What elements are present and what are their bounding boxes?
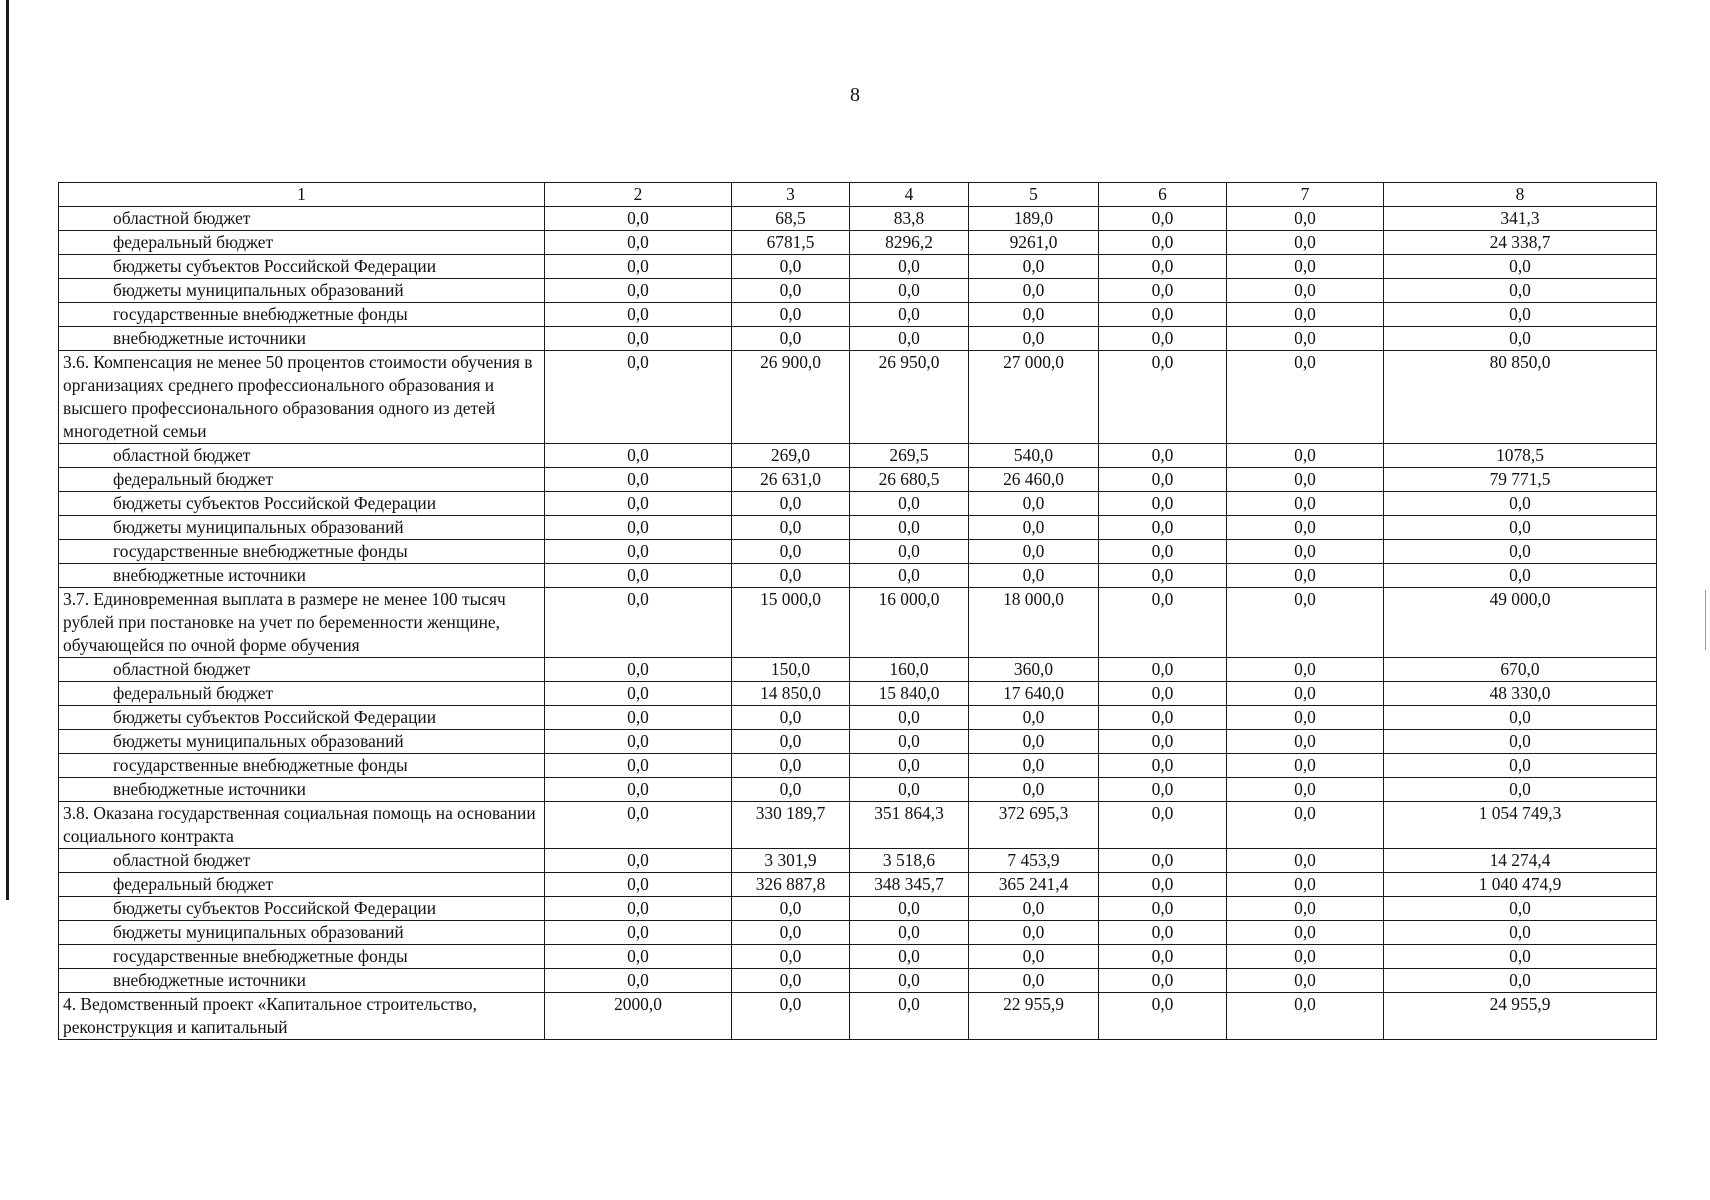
amount-cell: 0,0 [850, 303, 969, 327]
column-number: 8 [1384, 183, 1657, 207]
amount-cell: 0,0 [1099, 564, 1227, 588]
funding-source-label: федеральный бюджет [59, 231, 545, 255]
measure-row [59, 351, 1657, 444]
amount-cell: 0,0 [1227, 754, 1384, 778]
amount-cell: 0,0 [1227, 969, 1384, 993]
amount-cell: 0,0 [850, 921, 969, 945]
amount-cell: 0,0 [1384, 564, 1657, 588]
amount-cell: 49 000,0 [1384, 588, 1657, 658]
amount-cell: 1 040 474,9 [1384, 873, 1657, 897]
amount-cell: 0,0 [1227, 231, 1384, 255]
amount-cell: 0,0 [1099, 468, 1227, 492]
amount-cell: 160,0 [850, 658, 969, 682]
amount-cell: 0,0 [1099, 588, 1227, 658]
amount-cell: 0,0 [1099, 969, 1227, 993]
amount-cell: 0,0 [545, 588, 732, 658]
scan-right-mark [1705, 590, 1706, 650]
amount-cell: 18 000,0 [969, 588, 1099, 658]
funding-source-label: внебюджетные источники [59, 778, 545, 802]
amount-cell: 1 054 749,3 [1384, 802, 1657, 849]
amount-cell: 0,0 [1227, 873, 1384, 897]
amount-cell: 0,0 [545, 897, 732, 921]
amount-cell: 0,0 [732, 279, 850, 303]
amount-cell: 26 900,0 [732, 351, 850, 444]
amount-cell: 0,0 [1227, 492, 1384, 516]
amount-cell: 0,0 [1384, 754, 1657, 778]
funding-source-label: областной бюджет [59, 658, 545, 682]
amount-cell: 0,0 [1099, 921, 1227, 945]
amount-cell: 0,0 [1099, 682, 1227, 706]
table-body [59, 183, 1657, 1040]
amount-cell: 0,0 [545, 921, 732, 945]
funding-source-label: бюджеты муниципальных образований [59, 921, 545, 945]
amount-cell: 0,0 [1227, 897, 1384, 921]
budget-source-row [59, 945, 1657, 969]
column-number: 5 [969, 183, 1099, 207]
amount-cell: 17 640,0 [969, 682, 1099, 706]
amount-cell: 14 274,4 [1384, 849, 1657, 873]
amount-cell: 326 887,8 [732, 873, 850, 897]
amount-cell: 1078,5 [1384, 444, 1657, 468]
amount-cell: 0,0 [732, 255, 850, 279]
amount-cell: 0,0 [732, 492, 850, 516]
amount-cell: 372 695,3 [969, 802, 1099, 849]
amount-cell: 0,0 [850, 730, 969, 754]
amount-cell: 15 840,0 [850, 682, 969, 706]
amount-cell: 0,0 [1099, 540, 1227, 564]
amount-cell: 0,0 [1099, 207, 1227, 231]
amount-cell: 0,0 [1384, 730, 1657, 754]
amount-cell: 0,0 [850, 540, 969, 564]
funding-source-label: областной бюджет [59, 207, 545, 231]
amount-cell: 0,0 [732, 921, 850, 945]
amount-cell: 0,0 [1384, 255, 1657, 279]
amount-cell: 15 000,0 [732, 588, 850, 658]
measure-row [59, 588, 1657, 658]
amount-cell: 0,0 [732, 564, 850, 588]
amount-cell: 0,0 [1227, 730, 1384, 754]
amount-cell: 0,0 [1227, 516, 1384, 540]
amount-cell: 0,0 [732, 730, 850, 754]
funding-source-label: бюджеты муниципальных образований [59, 516, 545, 540]
amount-cell: 0,0 [1384, 778, 1657, 802]
column-number: 6 [1099, 183, 1227, 207]
funding-source-label: государственные внебюджетные фонды [59, 540, 545, 564]
amount-cell: 0,0 [1227, 564, 1384, 588]
amount-cell: 0,0 [732, 706, 850, 730]
column-number: 2 [545, 183, 732, 207]
amount-cell: 0,0 [1227, 658, 1384, 682]
budget-source-row [59, 682, 1657, 706]
amount-cell: 0,0 [1099, 255, 1227, 279]
amount-cell: 0,0 [732, 303, 850, 327]
amount-cell: 0,0 [850, 327, 969, 351]
measure-row [59, 993, 1657, 1040]
amount-cell: 6781,5 [732, 231, 850, 255]
amount-cell: 0,0 [545, 303, 732, 327]
amount-cell: 0,0 [732, 993, 850, 1040]
amount-cell: 0,0 [1099, 516, 1227, 540]
measure-title: 3.6. Компенсация не менее 50 процентов стоимости обучения в организациях среднего профессионального образования и высшего профессионального образования одного из детей многодетной семьи [59, 351, 545, 444]
budget-source-row [59, 754, 1657, 778]
amount-cell: 348 345,7 [850, 873, 969, 897]
amount-cell: 0,0 [969, 255, 1099, 279]
amount-cell: 0,0 [545, 327, 732, 351]
amount-cell: 27 000,0 [969, 351, 1099, 444]
amount-cell: 0,0 [1099, 730, 1227, 754]
amount-cell: 0,0 [1384, 303, 1657, 327]
amount-cell: 0,0 [1227, 588, 1384, 658]
amount-cell: 0,0 [850, 492, 969, 516]
amount-cell: 0,0 [1099, 279, 1227, 303]
budget-source-row [59, 897, 1657, 921]
amount-cell: 0,0 [545, 279, 732, 303]
amount-cell: 0,0 [1099, 706, 1227, 730]
budget-source-row [59, 303, 1657, 327]
amount-cell: 0,0 [545, 873, 732, 897]
amount-cell: 0,0 [969, 921, 1099, 945]
amount-cell: 0,0 [545, 778, 732, 802]
budget-source-row [59, 969, 1657, 993]
amount-cell: 0,0 [545, 730, 732, 754]
amount-cell: 0,0 [969, 969, 1099, 993]
funding-source-label: бюджеты субъектов Российской Федерации [59, 706, 545, 730]
amount-cell: 0,0 [1099, 778, 1227, 802]
amount-cell: 0,0 [732, 540, 850, 564]
amount-cell: 330 189,7 [732, 802, 850, 849]
amount-cell: 0,0 [969, 540, 1099, 564]
budget-source-row [59, 327, 1657, 351]
funding-source-label: бюджеты муниципальных образований [59, 730, 545, 754]
amount-cell: 0,0 [545, 658, 732, 682]
funding-source-label: федеральный бюджет [59, 682, 545, 706]
amount-cell: 0,0 [969, 303, 1099, 327]
measure-title: 3.7. Единовременная выплата в размере не менее 100 тысяч рублей при постановке на учет по беременности женщине, обучающейся по очной форме обучения [59, 588, 545, 658]
amount-cell: 0,0 [732, 778, 850, 802]
budget-source-row [59, 540, 1657, 564]
amount-cell: 0,0 [545, 468, 732, 492]
amount-cell: 0,0 [850, 279, 969, 303]
amount-cell: 0,0 [1227, 351, 1384, 444]
amount-cell: 0,0 [1227, 444, 1384, 468]
amount-cell: 0,0 [732, 327, 850, 351]
budget-table [58, 182, 1657, 1040]
budget-source-row [59, 849, 1657, 873]
amount-cell: 0,0 [850, 516, 969, 540]
amount-cell: 0,0 [969, 897, 1099, 921]
amount-cell: 0,0 [1099, 754, 1227, 778]
budget-source-row [59, 658, 1657, 682]
amount-cell: 0,0 [1099, 231, 1227, 255]
amount-cell: 0,0 [545, 207, 732, 231]
amount-cell: 3 301,9 [732, 849, 850, 873]
amount-cell: 48 330,0 [1384, 682, 1657, 706]
amount-cell: 269,5 [850, 444, 969, 468]
page-number: 8 [850, 84, 860, 106]
amount-cell: 0,0 [850, 945, 969, 969]
amount-cell: 670,0 [1384, 658, 1657, 682]
budget-source-row [59, 706, 1657, 730]
measure-title: 4. Ведомственный проект «Капитальное строительство, реконструкция и капитальный [59, 993, 545, 1040]
budget-source-row [59, 778, 1657, 802]
budget-source-row [59, 207, 1657, 231]
amount-cell: 24 338,7 [1384, 231, 1657, 255]
funding-source-label: федеральный бюджет [59, 468, 545, 492]
amount-cell: 26 950,0 [850, 351, 969, 444]
amount-cell: 83,8 [850, 207, 969, 231]
amount-cell: 0,0 [1227, 255, 1384, 279]
amount-cell: 9261,0 [969, 231, 1099, 255]
funding-source-label: государственные внебюджетные фонды [59, 754, 545, 778]
amount-cell: 269,0 [732, 444, 850, 468]
amount-cell: 0,0 [1384, 279, 1657, 303]
amount-cell: 0,0 [545, 945, 732, 969]
amount-cell: 0,0 [1384, 327, 1657, 351]
amount-cell: 0,0 [969, 327, 1099, 351]
amount-cell: 0,0 [1384, 897, 1657, 921]
amount-cell: 0,0 [1099, 327, 1227, 351]
column-number: 1 [59, 183, 545, 207]
amount-cell: 0,0 [1227, 849, 1384, 873]
amount-cell: 0,0 [1099, 993, 1227, 1040]
amount-cell: 0,0 [1099, 492, 1227, 516]
amount-cell: 0,0 [545, 682, 732, 706]
amount-cell: 341,3 [1384, 207, 1657, 231]
budget-source-row [59, 468, 1657, 492]
amount-cell: 0,0 [1227, 682, 1384, 706]
funding-source-label: внебюджетные источники [59, 327, 545, 351]
amount-cell: 24 955,9 [1384, 993, 1657, 1040]
amount-cell: 68,5 [732, 207, 850, 231]
budget-source-row [59, 279, 1657, 303]
column-number: 3 [732, 183, 850, 207]
amount-cell: 0,0 [1227, 921, 1384, 945]
amount-cell: 0,0 [545, 492, 732, 516]
funding-source-label: государственные внебюджетные фонды [59, 945, 545, 969]
amount-cell: 0,0 [1099, 303, 1227, 327]
funding-source-label: областной бюджет [59, 849, 545, 873]
amount-cell: 0,0 [1227, 993, 1384, 1040]
amount-cell: 0,0 [1227, 327, 1384, 351]
amount-cell: 0,0 [1384, 969, 1657, 993]
funding-source-label: бюджеты субъектов Российской Федерации [59, 492, 545, 516]
amount-cell: 26 460,0 [969, 468, 1099, 492]
amount-cell: 26 680,5 [850, 468, 969, 492]
column-number: 7 [1227, 183, 1384, 207]
amount-cell: 0,0 [850, 754, 969, 778]
amount-cell: 0,0 [969, 706, 1099, 730]
amount-cell: 0,0 [850, 255, 969, 279]
budget-source-row [59, 444, 1657, 468]
amount-cell: 0,0 [1227, 279, 1384, 303]
amount-cell: 0,0 [850, 969, 969, 993]
column-number: 4 [850, 183, 969, 207]
amount-cell: 0,0 [545, 802, 732, 849]
funding-source-label: государственные внебюджетные фонды [59, 303, 545, 327]
amount-cell: 79 771,5 [1384, 468, 1657, 492]
amount-cell: 0,0 [732, 969, 850, 993]
amount-cell: 0,0 [850, 564, 969, 588]
funding-source-label: бюджеты субъектов Российской Федерации [59, 255, 545, 279]
amount-cell: 0,0 [1099, 849, 1227, 873]
funding-source-label: бюджеты муниципальных образований [59, 279, 545, 303]
amount-cell: 0,0 [1384, 492, 1657, 516]
budget-source-row [59, 492, 1657, 516]
amount-cell: 0,0 [1227, 802, 1384, 849]
amount-cell: 0,0 [1384, 921, 1657, 945]
amount-cell: 0,0 [732, 754, 850, 778]
amount-cell: 0,0 [1227, 540, 1384, 564]
amount-cell: 80 850,0 [1384, 351, 1657, 444]
amount-cell: 0,0 [850, 897, 969, 921]
amount-cell: 0,0 [969, 279, 1099, 303]
amount-cell: 0,0 [969, 730, 1099, 754]
amount-cell: 0,0 [1099, 873, 1227, 897]
amount-cell: 365 241,4 [969, 873, 1099, 897]
amount-cell: 0,0 [850, 706, 969, 730]
amount-cell: 0,0 [732, 897, 850, 921]
budget-source-row [59, 921, 1657, 945]
amount-cell: 0,0 [732, 516, 850, 540]
amount-cell: 0,0 [1227, 468, 1384, 492]
funding-source-label: внебюджетные источники [59, 564, 545, 588]
budget-source-row [59, 255, 1657, 279]
amount-cell: 0,0 [1227, 945, 1384, 969]
funding-source-label: внебюджетные источники [59, 969, 545, 993]
budget-source-row [59, 873, 1657, 897]
funding-source-label: областной бюджет [59, 444, 545, 468]
amount-cell: 0,0 [969, 564, 1099, 588]
amount-cell: 0,0 [1099, 658, 1227, 682]
amount-cell: 22 955,9 [969, 993, 1099, 1040]
amount-cell: 540,0 [969, 444, 1099, 468]
budget-source-row [59, 231, 1657, 255]
funding-source-label: федеральный бюджет [59, 873, 545, 897]
amount-cell: 189,0 [969, 207, 1099, 231]
amount-cell: 0,0 [545, 516, 732, 540]
amount-cell: 0,0 [1099, 444, 1227, 468]
amount-cell: 0,0 [545, 754, 732, 778]
amount-cell: 0,0 [1384, 945, 1657, 969]
amount-cell: 0,0 [1099, 802, 1227, 849]
measure-title: 3.8. Оказана государственная социальная помощь на основании социального контракта [59, 802, 545, 849]
amount-cell: 0,0 [1227, 706, 1384, 730]
amount-cell: 0,0 [545, 540, 732, 564]
amount-cell: 7 453,9 [969, 849, 1099, 873]
amount-cell: 0,0 [545, 564, 732, 588]
budget-source-row [59, 516, 1657, 540]
amount-cell: 3 518,6 [850, 849, 969, 873]
amount-cell: 0,0 [1384, 540, 1657, 564]
amount-cell: 0,0 [545, 444, 732, 468]
funding-source-label: бюджеты субъектов Российской Федерации [59, 897, 545, 921]
column-number-row [59, 183, 1657, 207]
amount-cell: 0,0 [545, 706, 732, 730]
amount-cell: 0,0 [969, 754, 1099, 778]
budget-source-row [59, 730, 1657, 754]
amount-cell: 0,0 [545, 351, 732, 444]
amount-cell: 0,0 [969, 516, 1099, 540]
amount-cell: 0,0 [850, 778, 969, 802]
amount-cell: 0,0 [732, 945, 850, 969]
amount-cell: 0,0 [545, 969, 732, 993]
amount-cell: 0,0 [545, 255, 732, 279]
amount-cell: 0,0 [1227, 207, 1384, 231]
amount-cell: 360,0 [969, 658, 1099, 682]
amount-cell: 0,0 [969, 945, 1099, 969]
amount-cell: 0,0 [1099, 897, 1227, 921]
amount-cell: 0,0 [1227, 303, 1384, 327]
amount-cell: 0,0 [969, 492, 1099, 516]
amount-cell: 16 000,0 [850, 588, 969, 658]
amount-cell: 0,0 [850, 993, 969, 1040]
amount-cell: 2000,0 [545, 993, 732, 1040]
amount-cell: 8296,2 [850, 231, 969, 255]
amount-cell: 26 631,0 [732, 468, 850, 492]
amount-cell: 0,0 [1099, 351, 1227, 444]
amount-cell: 0,0 [969, 778, 1099, 802]
amount-cell: 0,0 [1384, 706, 1657, 730]
amount-cell: 0,0 [545, 231, 732, 255]
amount-cell: 0,0 [1384, 516, 1657, 540]
amount-cell: 0,0 [545, 849, 732, 873]
amount-cell: 0,0 [1099, 945, 1227, 969]
scan-left-edge [6, 0, 9, 900]
budget-source-row [59, 564, 1657, 588]
amount-cell: 0,0 [1227, 778, 1384, 802]
amount-cell: 14 850,0 [732, 682, 850, 706]
measure-row [59, 802, 1657, 849]
amount-cell: 351 864,3 [850, 802, 969, 849]
amount-cell: 150,0 [732, 658, 850, 682]
